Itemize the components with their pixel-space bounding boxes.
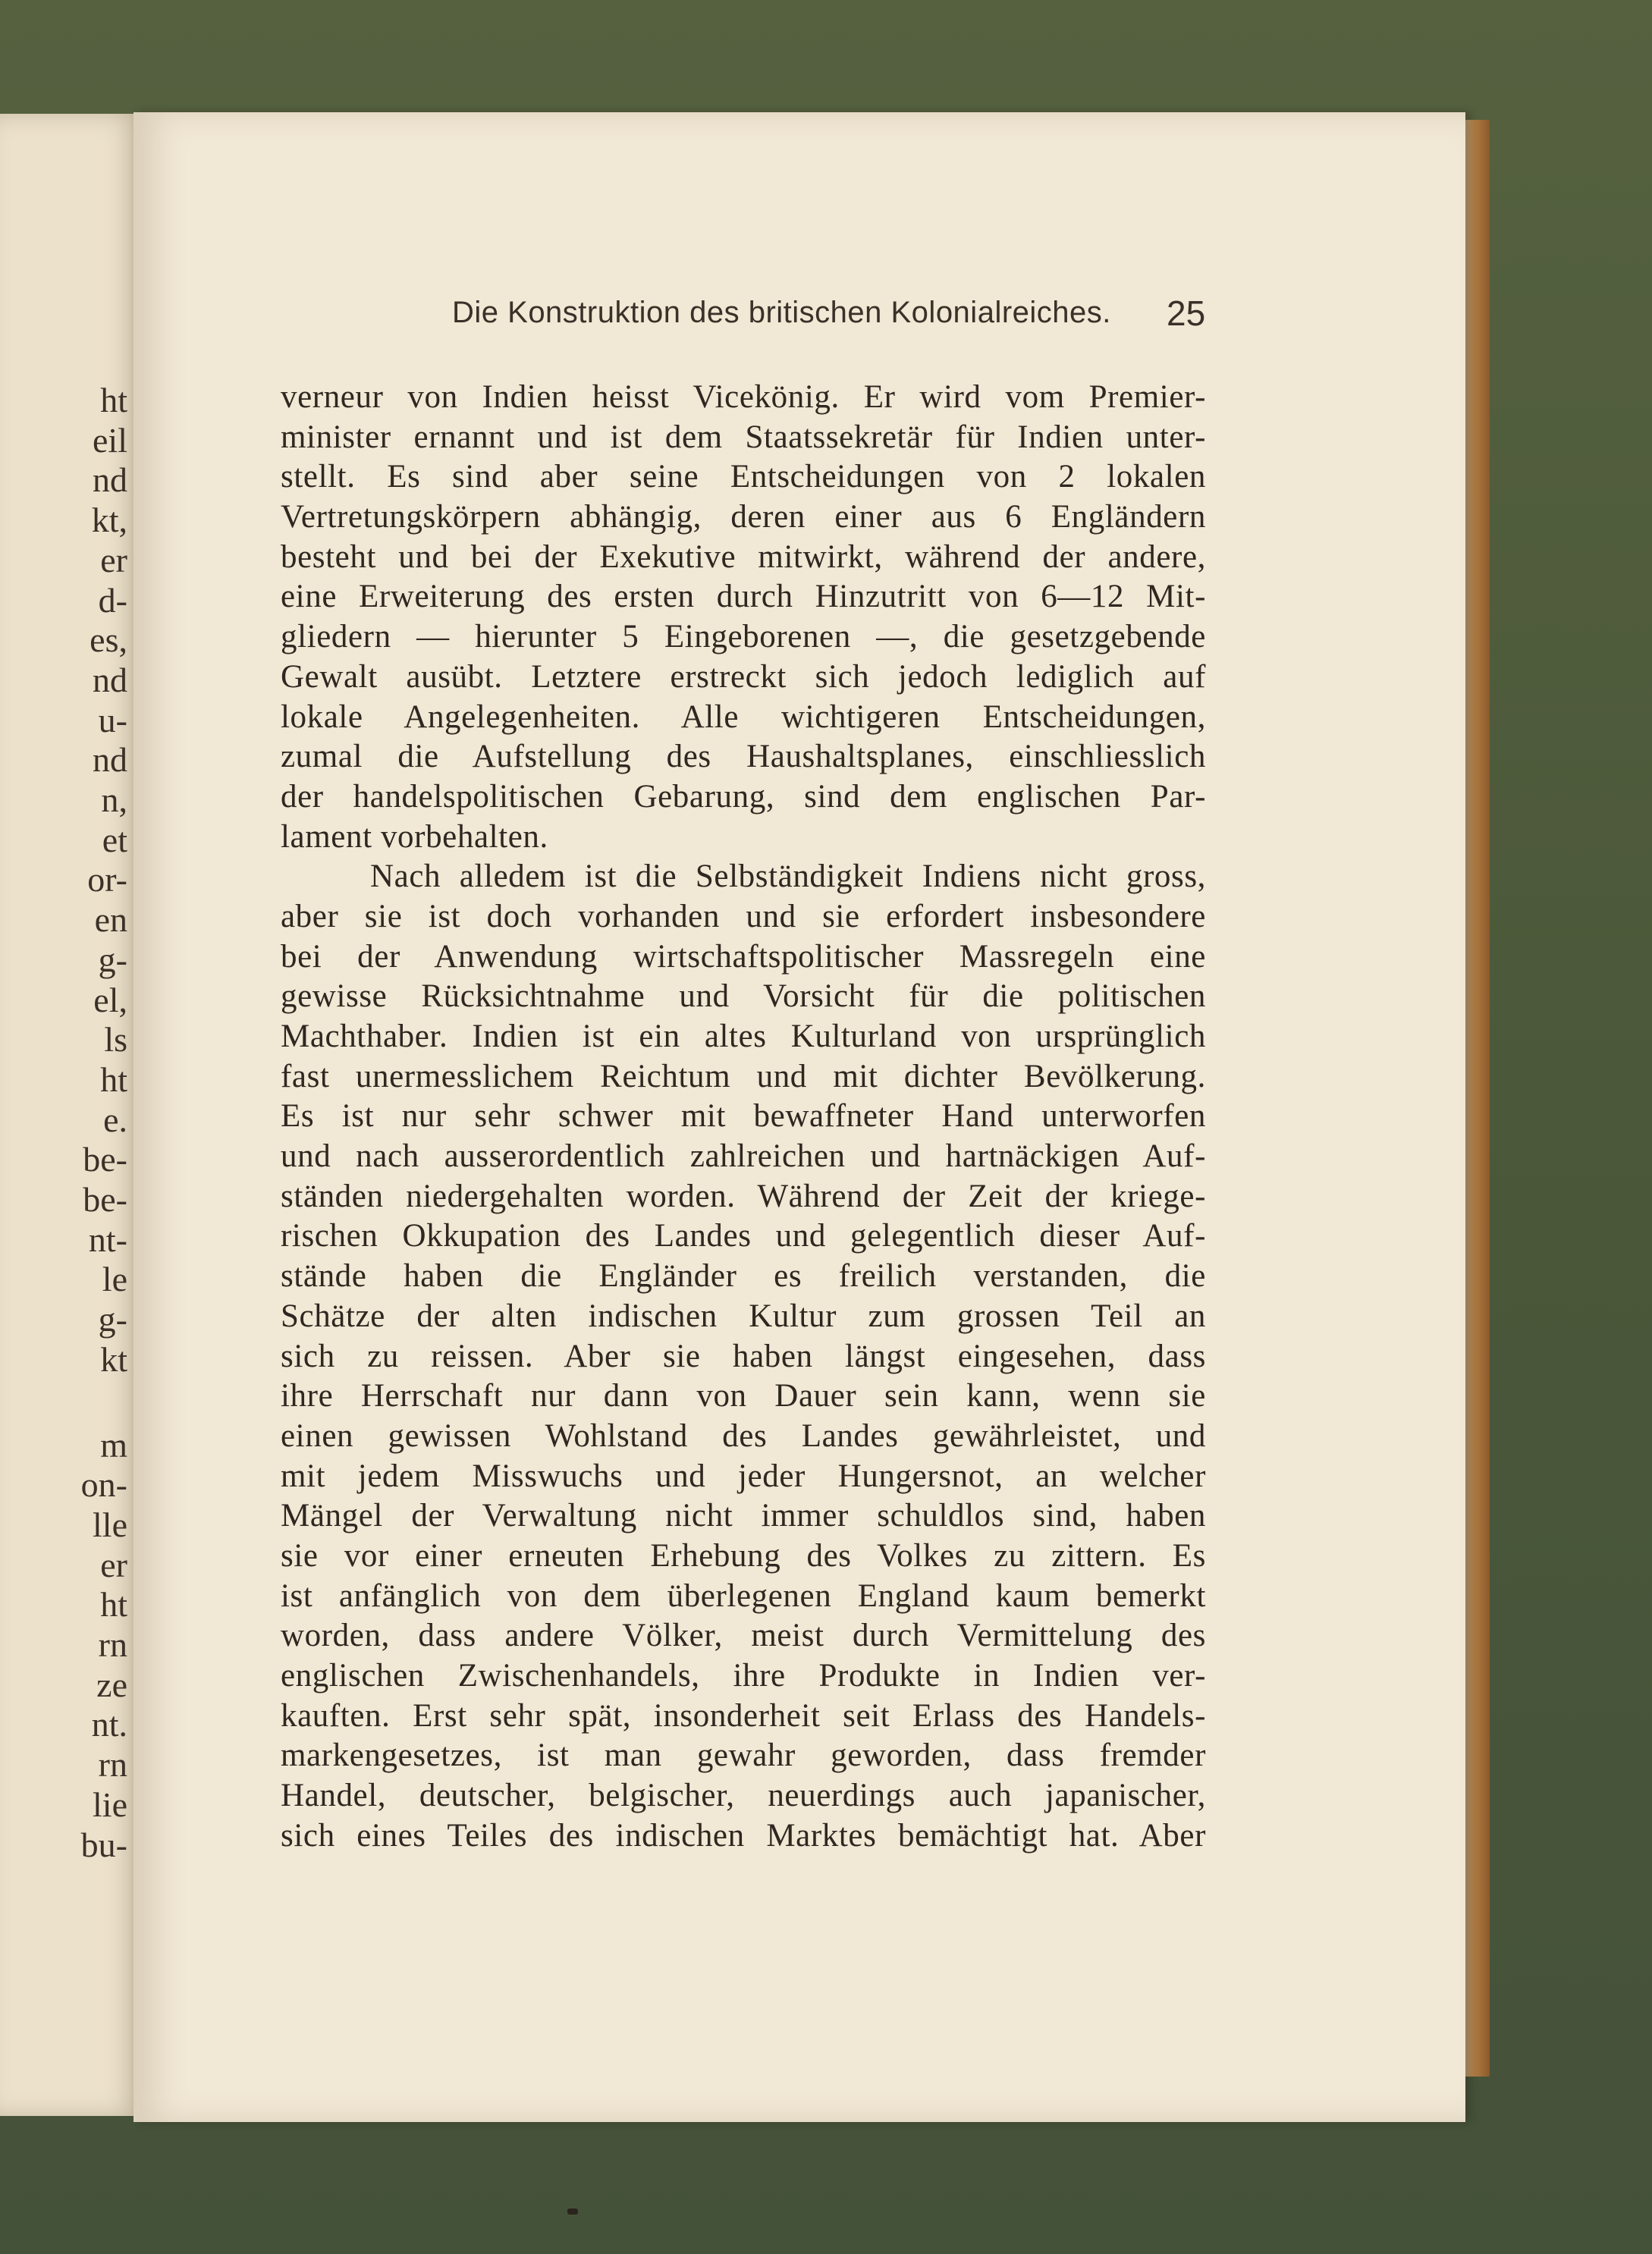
text-line: ständen niedergehalten worden. Während der Zeit der kriege- bbox=[281, 1178, 1206, 1214]
text-line: Gewalt ausübt. Letztere erstreckt sich jedoch lediglich auf bbox=[281, 658, 1206, 695]
text-line: stellt. Es sind aber seine Entscheidungen von 2 lokalen bbox=[281, 459, 1206, 495]
text-line: rischen Okkupation des Landes und gelegentlich dieser Auf- bbox=[281, 1218, 1206, 1254]
left-page-fragment: er bbox=[100, 1545, 127, 1584]
text-line: eine Erweiterung des ersten durch Hinzutritt von 6—12 Mit- bbox=[281, 579, 1206, 615]
text-line: Nach alledem ist die Selbständigkeit Indiens nicht gross, bbox=[370, 859, 1206, 895]
text-line: sich eines Teiles des indischen Marktes bemächtigt hat. Aber bbox=[281, 1817, 1206, 1854]
text-line: sich zu reissen. Aber sie haben längst eingesehen, dass bbox=[281, 1338, 1206, 1374]
running-title: Die Konstruktion des britischen Kolonialreiches. bbox=[452, 296, 1111, 329]
left-page-fragment: nd bbox=[93, 460, 127, 500]
left-page-fragment: lie bbox=[93, 1785, 127, 1824]
text-line: Handel, deutscher, belgischer, neuerdings auch japanischer, bbox=[281, 1778, 1206, 1814]
left-page-fragment: es, bbox=[90, 620, 127, 660]
left-page-fragment: or- bbox=[87, 860, 127, 899]
left-page-fragment: u- bbox=[98, 700, 127, 739]
left-page-fragment: lle bbox=[93, 1505, 127, 1544]
left-page-fragment: be- bbox=[83, 1180, 127, 1219]
left-page-fragment: nd bbox=[93, 740, 127, 780]
text-line: kauften. Erst sehr spät, insonderheit seit Erlass des Handels- bbox=[281, 1697, 1206, 1734]
left-page-fragment: er bbox=[100, 540, 127, 579]
left-page-fragment: nt- bbox=[88, 1220, 127, 1259]
left-page-fragment: le bbox=[102, 1260, 127, 1299]
text-line: stände haben die Engländer es freilich verstanden, die bbox=[281, 1258, 1206, 1295]
left-page-fragment: ht bbox=[100, 1585, 127, 1625]
left-page-fragment: rn bbox=[98, 1625, 127, 1664]
left-page-fragment: be- bbox=[83, 1140, 127, 1179]
text-line: Mängel der Verwaltung nicht immer schuldlos sind, haben bbox=[281, 1498, 1206, 1534]
left-page-fragment: el, bbox=[93, 980, 127, 1019]
left-page-fragment: et bbox=[102, 820, 127, 859]
left-page-fragment: bu- bbox=[80, 1825, 127, 1864]
text-line: verneur von Indien heisst Vicekönig. Er wird vom Premier- bbox=[281, 379, 1206, 415]
text-line: aber sie ist doch vorhanden und sie erfordert insbesondere bbox=[281, 898, 1206, 934]
left-page-fragment: kt bbox=[100, 1339, 127, 1379]
left-page-fragment: nt. bbox=[91, 1705, 127, 1744]
text-line: zumal die Aufstellung des Haushaltsplanes, einschliesslich bbox=[281, 739, 1206, 775]
text-line: minister ernannt und ist dem Staatssekretär für Indien unter- bbox=[281, 419, 1206, 455]
text-line: fast unermesslichem Reichtum und mit dichter Bevölkerung. bbox=[281, 1058, 1206, 1094]
text-line: der handelspolitischen Gebarung, sind dem englischen Par- bbox=[281, 778, 1206, 815]
left-page-fragment: eil bbox=[93, 420, 127, 460]
left-page-fragment: g- bbox=[98, 940, 127, 979]
left-facing-page bbox=[0, 114, 146, 2116]
text-line: mit jedem Misswuchs und jeder Hungersnot, an welcher bbox=[281, 1458, 1206, 1494]
scan-mark bbox=[567, 2208, 578, 2215]
text-line: einen gewissen Wohlstand des Landes gewährleistet, und bbox=[281, 1417, 1206, 1454]
text-line: Machthaber. Indien ist ein altes Kulturland von ursprünglich bbox=[281, 1019, 1206, 1054]
text-line: besteht und bei der Exekutive mitwirkt, während der andere, bbox=[281, 538, 1206, 575]
left-page-fragment: ze bbox=[96, 1665, 127, 1704]
text-line: und nach ausserordentlich zahlreichen und hartnäckigen Auf- bbox=[281, 1138, 1206, 1175]
text-line: ihre Herrschaft nur dann von Dauer sein kann, wenn sie bbox=[281, 1378, 1206, 1414]
text-line: lament vorbehalten. bbox=[281, 818, 548, 855]
text-line: sie vor einer erneuten Erhebung des Volkes zu zittern. Es bbox=[281, 1537, 1206, 1574]
left-page-fragment: nd bbox=[93, 660, 127, 699]
left-page-fragment: g- bbox=[98, 1300, 127, 1339]
text-line: worden, dass andere Völker, meist durch Vermittelung des bbox=[281, 1618, 1206, 1654]
text-line: bei der Anwendung wirtschaftspolitischer Massregeln eine bbox=[281, 938, 1206, 975]
text-line: ist anfänglich von dem überlegenen England kaum bemerkt bbox=[281, 1577, 1206, 1614]
left-page-fragment: ht bbox=[100, 381, 127, 419]
left-page-fragment: m bbox=[100, 1425, 127, 1464]
left-page-fragment: ls bbox=[104, 1020, 127, 1060]
text-line: gewisse Rücksichtnahme und Vorsicht für die politischen bbox=[281, 978, 1206, 1015]
left-page-fragment: e. bbox=[103, 1100, 127, 1139]
left-page-fragment: rn bbox=[98, 1745, 127, 1785]
left-page-fragment: n, bbox=[101, 780, 127, 819]
left-page-fragment: ht bbox=[100, 1060, 127, 1099]
text-line: Es ist nur sehr schwer mit bewaffneter Hand unterworfen bbox=[281, 1098, 1206, 1135]
text-line: gliedern — hierunter 5 Eingeborenen —, die gesetzgebende bbox=[281, 619, 1206, 655]
text-line: Vertretungskörpern abhängig, deren einer aus 6 Engländern bbox=[281, 499, 1206, 535]
body-text bbox=[281, 378, 1206, 1856]
text-line: markengesetzes, ist man gewahr geworden, dass fremder bbox=[281, 1738, 1206, 1774]
text-line: englischen Zwischenhandels, ihre Produkte in Indien ver- bbox=[281, 1658, 1206, 1694]
left-page-fragment: en bbox=[94, 900, 127, 940]
left-page-fragment: d- bbox=[98, 580, 127, 620]
text-line: Schätze der alten indischen Kultur zum grossen Teil an bbox=[281, 1298, 1206, 1334]
left-page-fragment: on- bbox=[80, 1465, 127, 1505]
left-page-fragment: kt, bbox=[91, 501, 127, 540]
text-line: lokale Angelegenheiten. Alle wichtigeren Entscheidungen, bbox=[281, 698, 1206, 735]
page-number: 25 bbox=[1167, 294, 1206, 333]
